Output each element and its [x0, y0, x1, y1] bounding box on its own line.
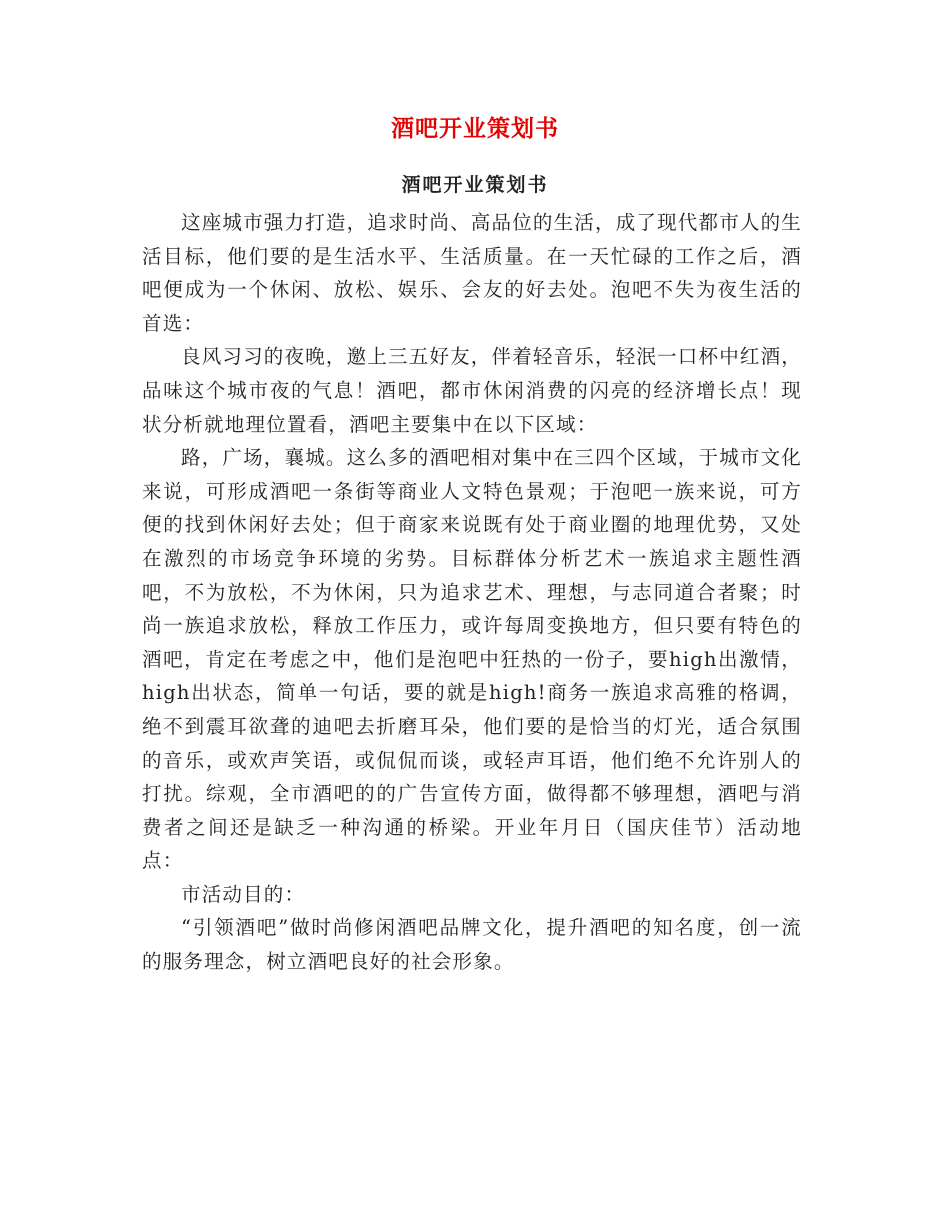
paragraph-2: 良风习习的夜晚，邀上三五好友，伴着轻音乐，轻泯一口杯中红酒，品味这个城市夜的气息！酒吧，都市休闲消费的闪亮的经济增长点！现状分析就地理位置看，酒吧主要集中在以下区域：	[142, 345, 803, 436]
paragraph-5: “引领酒吧”做时尚修闲酒吧品牌文化，提升酒吧的知名度，创一流的服务理念，树立酒吧良好的社会形象。	[142, 916, 802, 974]
document-body	[142, 206, 802, 979]
document-subtitle: 酒吧开业策划书	[401, 174, 549, 196]
paragraph-3: 路，广场，襄城。这么多的酒吧相对集中在三四个区域，于城市文化来说，可形成酒吧一条街等商业人文特色景观；于泡吧一族来说，可方便的找到休闲好去处；但于商家来说既有处于商业圈的地理优势，又处在激烈的市场竞争环境的劣势。目标群体分析艺术一族追求主题性酒吧，不为放松，不为休闲，只为追求艺术、理想，与志同道合者聚；时尚一族追求放松，释放工作压力，或许每周变换地方，但只要有特色的酒吧，肯定在考虑之中，他们是泡吧中狂热的一份子，要high出激情，high出状态，简单一句话，要的就是high!商务一族追求高雅的格调，绝不到震耳欲聋的迪吧去折磨耳朵，他们要的是恰当的灯光，适合氛围的音乐，或欢声笑语，或侃侃而谈，或轻声耳语，他们绝不允许别人的打扰。综观，全市酒吧的的广告宣传方面，做得都不够理想，酒吧与消费者之间还是缺乏一种沟通的桥梁。开业年月日（国庆佳节）活动地点：	[142, 446, 803, 873]
paragraph-1: 这座城市强力打造，追求时尚、高品位的生活，成了现代都市人的生活目标，他们要的是生活水平、生活质量。在一天忙碌的工作之后，酒吧便成为一个休闲、放松、娱乐、会友的好去处。泡吧不失为夜生活的首选：	[142, 211, 803, 335]
page-title: 酒吧开业策划书	[391, 115, 559, 142]
paragraph-4: 市活动目的：	[181, 882, 306, 906]
